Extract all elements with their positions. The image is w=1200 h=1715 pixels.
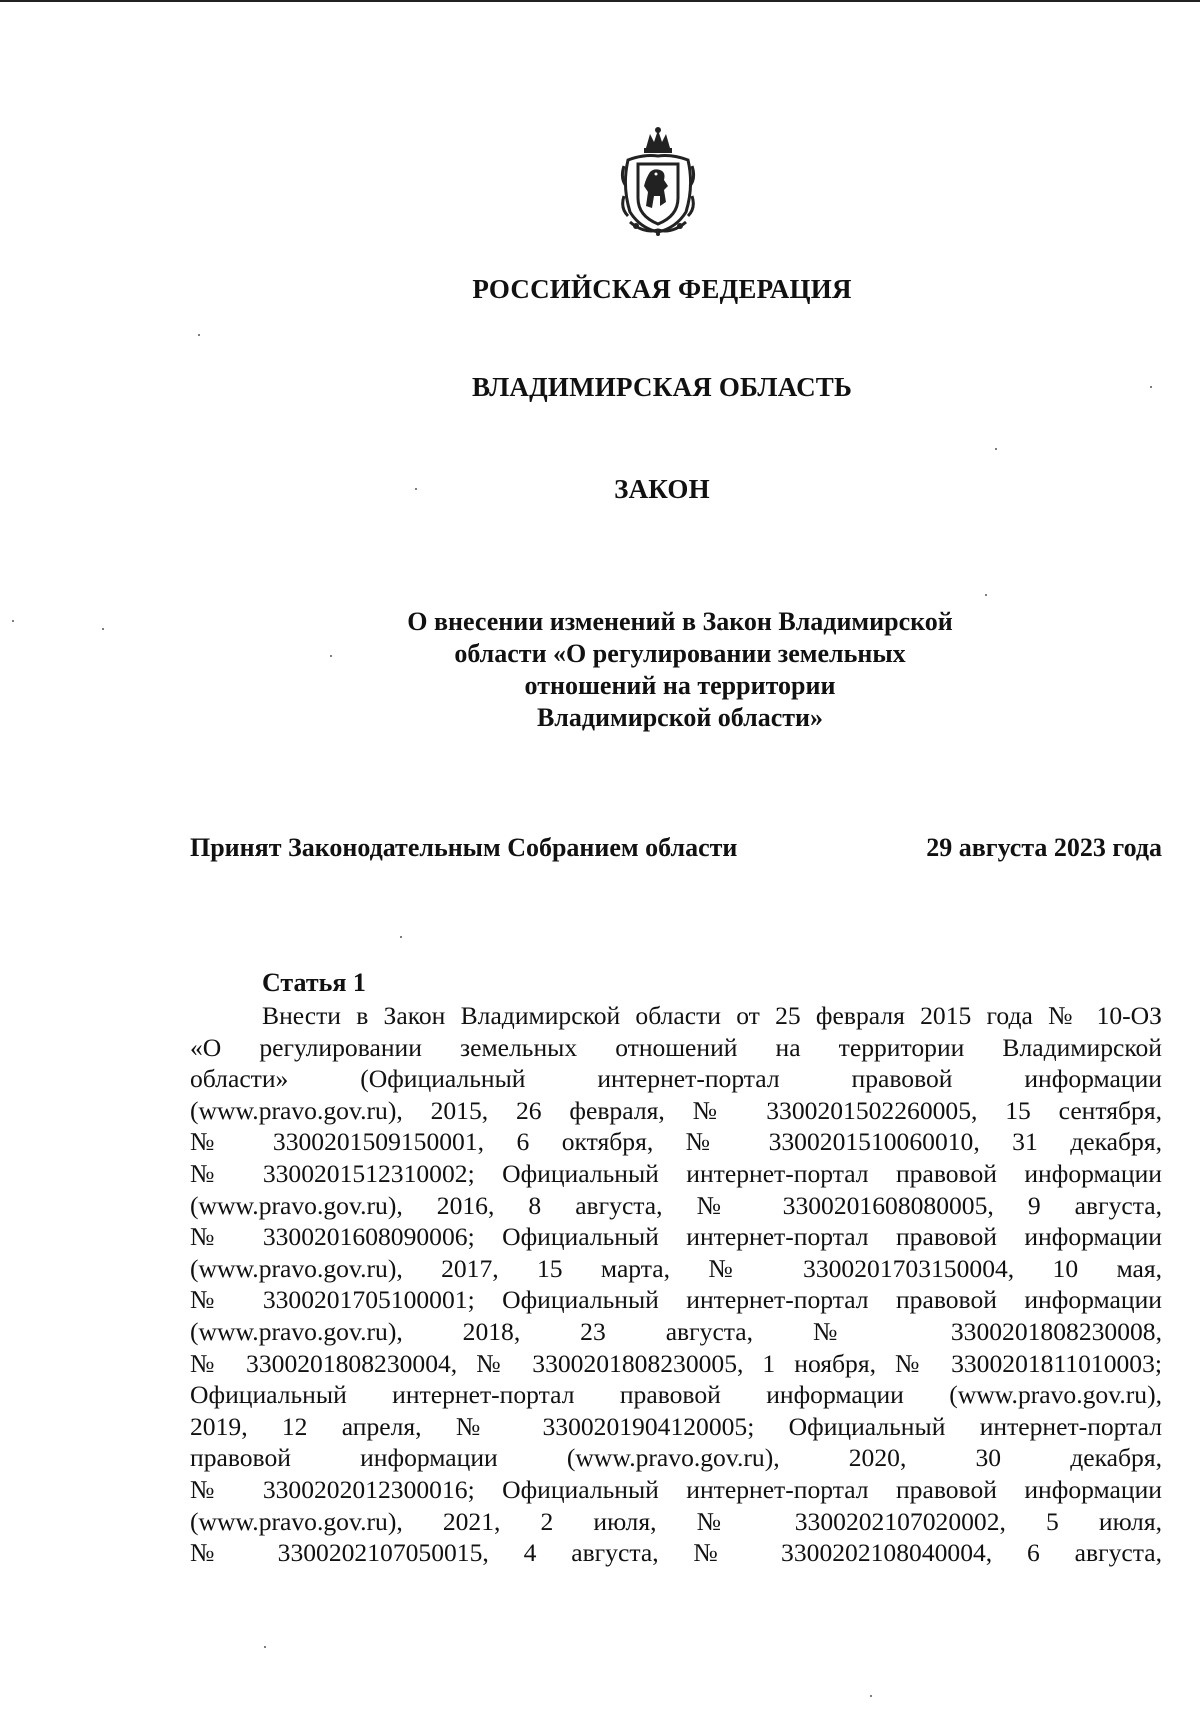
article-line: (www.pravo.gov.ru), 2017, 15 марта, № 3300201703150004, 10 мая,	[190, 1253, 1162, 1283]
article-line: № 3300201608090006; Официальный интернет-портал правовой информации	[190, 1222, 1162, 1252]
adopted-by: Принят Законодательным Собранием области	[190, 833, 738, 862]
scan-speck	[12, 620, 14, 622]
article-line: правовой информации (www.pravo.gov.ru), 2020, 30 декабря,	[190, 1443, 1162, 1473]
document-type-heading: ЗАКОН	[614, 474, 710, 504]
scan-speck	[264, 1646, 266, 1648]
scan-speck	[330, 655, 332, 657]
law-title-line: отношений на территории	[524, 671, 836, 700]
scan-speck	[995, 448, 997, 450]
article-heading: Статья 1	[262, 968, 366, 997]
scan-speck	[102, 628, 104, 630]
scan-speck	[1150, 386, 1152, 388]
scan-speck	[415, 488, 417, 490]
article-line: № 3300201808230004, № 3300201808230005, 1 ноября, № 3300201811010003;	[190, 1348, 1162, 1378]
scan-speck	[400, 936, 402, 938]
adoption-date: 29 августа 2023 года	[926, 833, 1162, 862]
article-line: (www.pravo.gov.ru), 2015, 26 февраля, № 3300201502260005, 15 сентября,	[190, 1095, 1162, 1125]
law-title-line: области «О регулировании земельных	[454, 639, 906, 668]
scan-speck	[870, 1695, 872, 1697]
scan-speck	[198, 334, 200, 336]
article-line: 2019, 12 апреля, № 3300201904120005; Официальный интернет-портал	[190, 1411, 1162, 1441]
coat-of-arms-icon	[620, 126, 696, 236]
law-title-line: Владимирской области»	[536, 703, 824, 732]
article-line: № 3300201509150001, 6 октября, № 3300201510060010, 31 декабря,	[190, 1127, 1162, 1157]
region-heading: ВЛАДИМИРСКАЯ ОБЛАСТЬ	[471, 372, 853, 402]
article-line: Внести в Закон Владимирской области от 25 февраля 2015 года № 10-ОЗ	[262, 1001, 1162, 1030]
article-line: (www.pravo.gov.ru), 2021, 2 июля, № 3300202107020002, 5 июля,	[190, 1506, 1162, 1536]
scan-top-edge	[0, 0, 1200, 2]
scan-speck	[985, 594, 987, 596]
article-line: (www.pravo.gov.ru), 2018, 23 августа, № 3300201808230008,	[190, 1316, 1162, 1346]
law-title-line: О внесении изменений в Закон Владимирской	[407, 607, 953, 636]
article-line: «О регулировании земельных отношений на территории Владимирской	[190, 1032, 1162, 1062]
article-line: № 3300202107050015, 4 августа, № 3300202108040004, 6 августа,	[190, 1538, 1162, 1568]
country-heading: РОССИЙСКАЯ ФЕДЕРАЦИЯ	[472, 274, 852, 304]
article-line: (www.pravo.gov.ru), 2016, 8 августа, № 3300201608080005, 9 августа,	[190, 1190, 1162, 1220]
article-line: области» (Официальный интернет-портал правовой информации	[190, 1064, 1162, 1094]
article-line: № 3300201512310002; Официальный интернет-портал правовой информации	[190, 1158, 1162, 1188]
article-body	[190, 1000, 1162, 1569]
article-line: № 3300202012300016; Официальный интернет-портал правовой информации	[190, 1474, 1162, 1504]
article-line: Официальный интернет-портал правовой информации (www.pravo.gov.ru),	[190, 1380, 1162, 1410]
law-title	[360, 606, 1000, 734]
article-line: № 3300201705100001; Официальный интернет-портал правовой информации	[190, 1285, 1162, 1315]
